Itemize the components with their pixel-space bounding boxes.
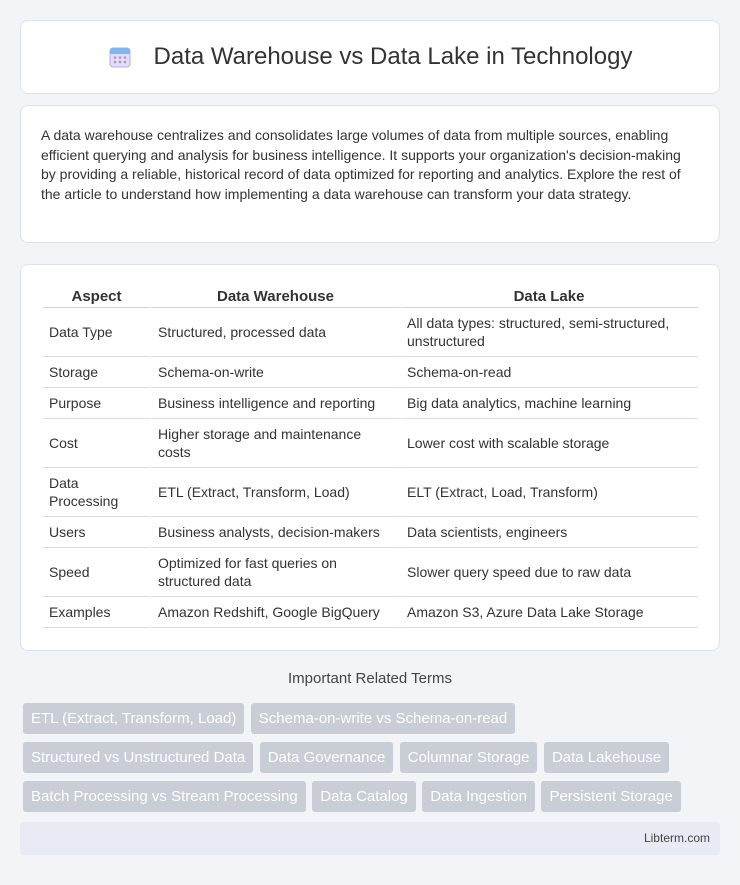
table-header-row <box>43 283 699 308</box>
page-title: Data Warehouse vs Data Lake in Technology <box>153 43 633 70</box>
column-header: Data Warehouse <box>152 283 401 308</box>
intro-paragraph: A data warehouse centralizes and consolidates large volumes of data from multiple sources, enabling efficient querying and analysis for business intelligence. It supports your organization's decision-making by providing a reliable, historical record of data optimized for reporting and analytics. Explore the rest of the article to understand how implementing a data warehouse can transform your data strategy. <box>41 127 681 202</box>
table-row <box>43 597 699 628</box>
calendar-icon <box>108 45 132 69</box>
table-cell: Purpose <box>43 388 152 419</box>
related-terms-list <box>23 703 723 820</box>
related-terms-title: Important Related Terms <box>288 670 452 687</box>
footer <box>20 822 720 855</box>
table-row <box>43 419 699 468</box>
related-term-tag[interactable]: Data Catalog <box>312 781 416 812</box>
table-row <box>43 548 699 597</box>
table-cell: Storage <box>43 357 152 388</box>
table-cell: Data Processing <box>43 468 152 517</box>
column-header: Data Lake <box>401 283 699 308</box>
related-term-tag[interactable]: ETL (Extract, Transform, Load) <box>23 703 244 734</box>
table-row <box>43 517 699 548</box>
title-card <box>20 20 720 94</box>
table-cell: Cost <box>43 419 152 468</box>
intro-card <box>20 105 720 243</box>
table-cell: Speed <box>43 548 152 597</box>
related-term-tag[interactable]: Data Lakehouse <box>544 742 669 773</box>
related-term-tag[interactable]: Data Governance <box>260 742 394 773</box>
table-cell: Data scientists, engineers <box>401 517 699 548</box>
footer-site-link[interactable]: Libterm.com <box>643 831 710 845</box>
table-cell: Schema-on-read <box>401 357 699 388</box>
table-cell: Business analysts, decision-makers <box>152 517 401 548</box>
table-cell: Amazon Redshift, Google BigQuery <box>152 597 401 628</box>
table-cell: Higher storage and maintenance costs <box>152 419 401 468</box>
related-term-tag[interactable]: Data Ingestion <box>422 781 535 812</box>
table-row <box>43 468 699 517</box>
table-cell: Big data analytics, machine learning <box>401 388 699 419</box>
table-cell: Business intelligence and reporting <box>152 388 401 419</box>
table-cell: ELT (Extract, Load, Transform) <box>401 468 699 517</box>
related-term-tag[interactable]: Columnar Storage <box>400 742 538 773</box>
table-cell: Slower query speed due to raw data <box>401 548 699 597</box>
related-term-tag[interactable]: Persistent Storage <box>541 781 680 812</box>
table-cell: Data Type <box>43 308 152 357</box>
table-row <box>43 308 699 357</box>
comparison-card <box>20 264 720 651</box>
table-cell: Structured, processed data <box>152 308 401 357</box>
table-cell: Examples <box>43 597 152 628</box>
related-term-tag[interactable]: Schema-on-write vs Schema-on-read <box>251 703 515 734</box>
table-cell: Lower cost with scalable storage <box>401 419 699 468</box>
table-cell: Users <box>43 517 152 548</box>
column-header: Aspect <box>43 283 152 308</box>
table-cell: Schema-on-write <box>152 357 401 388</box>
related-term-tag[interactable]: Structured vs Unstructured Data <box>23 742 253 773</box>
table-cell: ETL (Extract, Transform, Load) <box>152 468 401 517</box>
comparison-table <box>43 283 699 628</box>
related-term-tag[interactable]: Batch Processing vs Stream Processing <box>23 781 306 812</box>
table-cell: Optimized for fast queries on structured data <box>152 548 401 597</box>
table-cell: Amazon S3, Azure Data Lake Storage <box>401 597 699 628</box>
table-row <box>43 357 699 388</box>
table-cell: All data types: structured, semi-structured, unstructured <box>401 308 699 357</box>
table-row <box>43 388 699 419</box>
